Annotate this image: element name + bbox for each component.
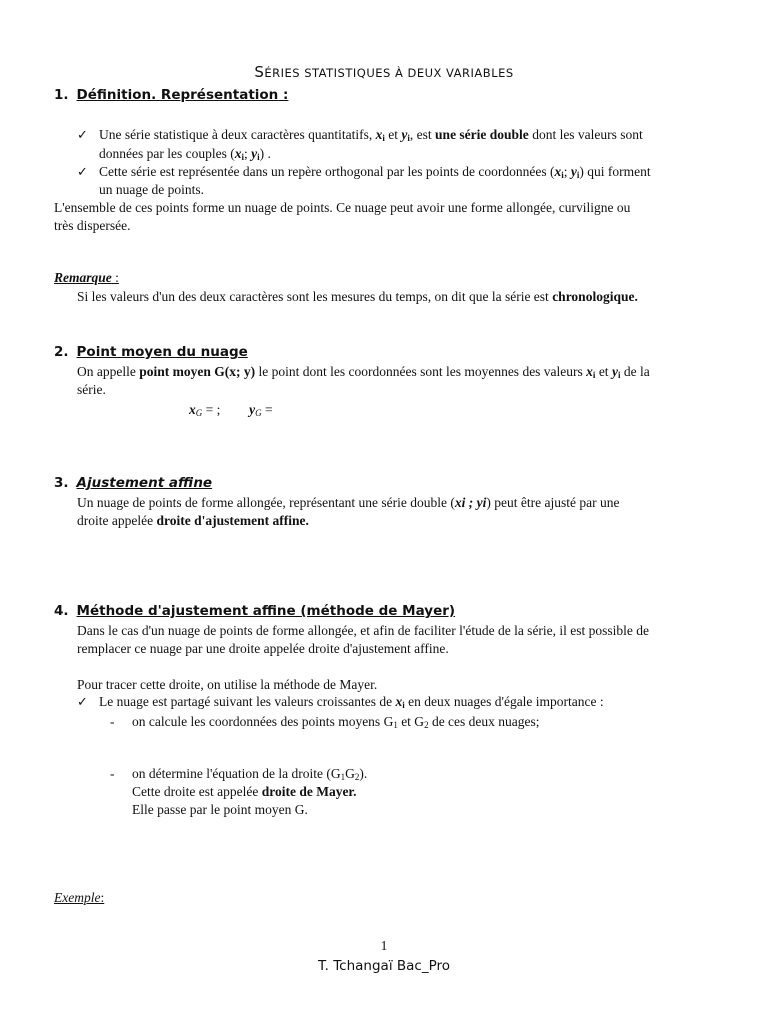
bullet-2-line-1: Cette série est représentée dans un repère orthogonal par les points de coordonnées ($x_i$; $y_i$) qui forment bbox=[99, 164, 651, 180]
bullet-1-line-1: Une série statistique à deux caractères quantitatifs, $x_i$ et $y_i$, est une série double dont les valeurs sont bbox=[99, 127, 643, 143]
mayer-line-2: Elle passe par le point moyen G. bbox=[132, 802, 308, 817]
check-icon: ✓ bbox=[77, 694, 88, 709]
dash-2: - bbox=[110, 766, 115, 781]
bullet-1-line-2: données par les couples ($x_i$; $y_i$) . bbox=[99, 146, 271, 162]
page-title: SÉRIES STATISTIQUES À DEUX VARIABLES bbox=[254, 63, 514, 81]
remarque-label: Remarque : bbox=[54, 270, 119, 285]
section-4-heading: 4. Méthode d'ajustement affine (méthode de Mayer) bbox=[54, 603, 456, 619]
bullet-2-line-2: un nuage de points. bbox=[99, 182, 204, 197]
exemple-label: Exemple: bbox=[54, 890, 105, 905]
section-1-heading: 1. Définition. Représentation : bbox=[54, 87, 289, 103]
mayer-line: Cette droite est appelée droite de Mayer. bbox=[132, 784, 357, 799]
section-2-heading: 2. Point moyen du nuage bbox=[54, 344, 248, 360]
dash-1: - bbox=[110, 714, 115, 729]
check-icon: ✓ bbox=[77, 127, 88, 142]
section-4-line-3: Pour tracer cette droite, on utilise la méthode de Mayer. bbox=[77, 677, 378, 692]
mayer-substep-1: on calcule les coordonnées des points moyens $G_1$ et $G_2$ de ces deux nuages; bbox=[132, 714, 540, 730]
check-icon: ✓ bbox=[77, 164, 88, 179]
mayer-substep-2: on détermine l'équation de la droite $(G_1G_2)$. bbox=[132, 766, 368, 782]
footer-author: T. Tchangaï Bac_Pro bbox=[318, 958, 450, 974]
section-4-line-2: remplacer ce nuage par une droite appelée droite d'ajustement affine. bbox=[77, 641, 449, 656]
mean-formula: $x_G$ = ; $y_G$ = bbox=[189, 402, 273, 418]
section-2-line-1: On appelle point moyen G(x; y) le point dont les coordonnées sont les moyennes des valeurs $x_i$ et $y_i$ de la bbox=[77, 364, 650, 380]
paragraph-line: très dispersée. bbox=[54, 218, 131, 233]
section-4-line-1: Dans le cas d'un nuage de points de forme allongée, et afin de faciliter l'étude de la série, il est possible de bbox=[77, 623, 650, 638]
paragraph-line: L'ensemble de ces points forme un nuage de points. Ce nuage peut avoir une forme allongée, curviligne ou bbox=[54, 200, 631, 215]
section-3-line-1: Un nuage de points de forme allongée, représentant une série double (xi ; yi) peut être ajusté par une bbox=[77, 495, 620, 510]
page-number: 1 bbox=[380, 938, 388, 953]
section-3-line-2: droite appelée droite d'ajustement affine. bbox=[77, 513, 309, 528]
section-2-line-2: série. bbox=[77, 382, 106, 397]
remarque-text: Si les valeurs d'un des deux caractères sont les mesures du temps, on dit que la série est chronologique. bbox=[77, 289, 638, 304]
section-3-heading: 3. Ajustement affine bbox=[54, 475, 213, 491]
mayer-step-1: Le nuage est partagé suivant les valeurs croissantes de $x_i$ en deux nuages d'égale importance : bbox=[99, 694, 604, 710]
